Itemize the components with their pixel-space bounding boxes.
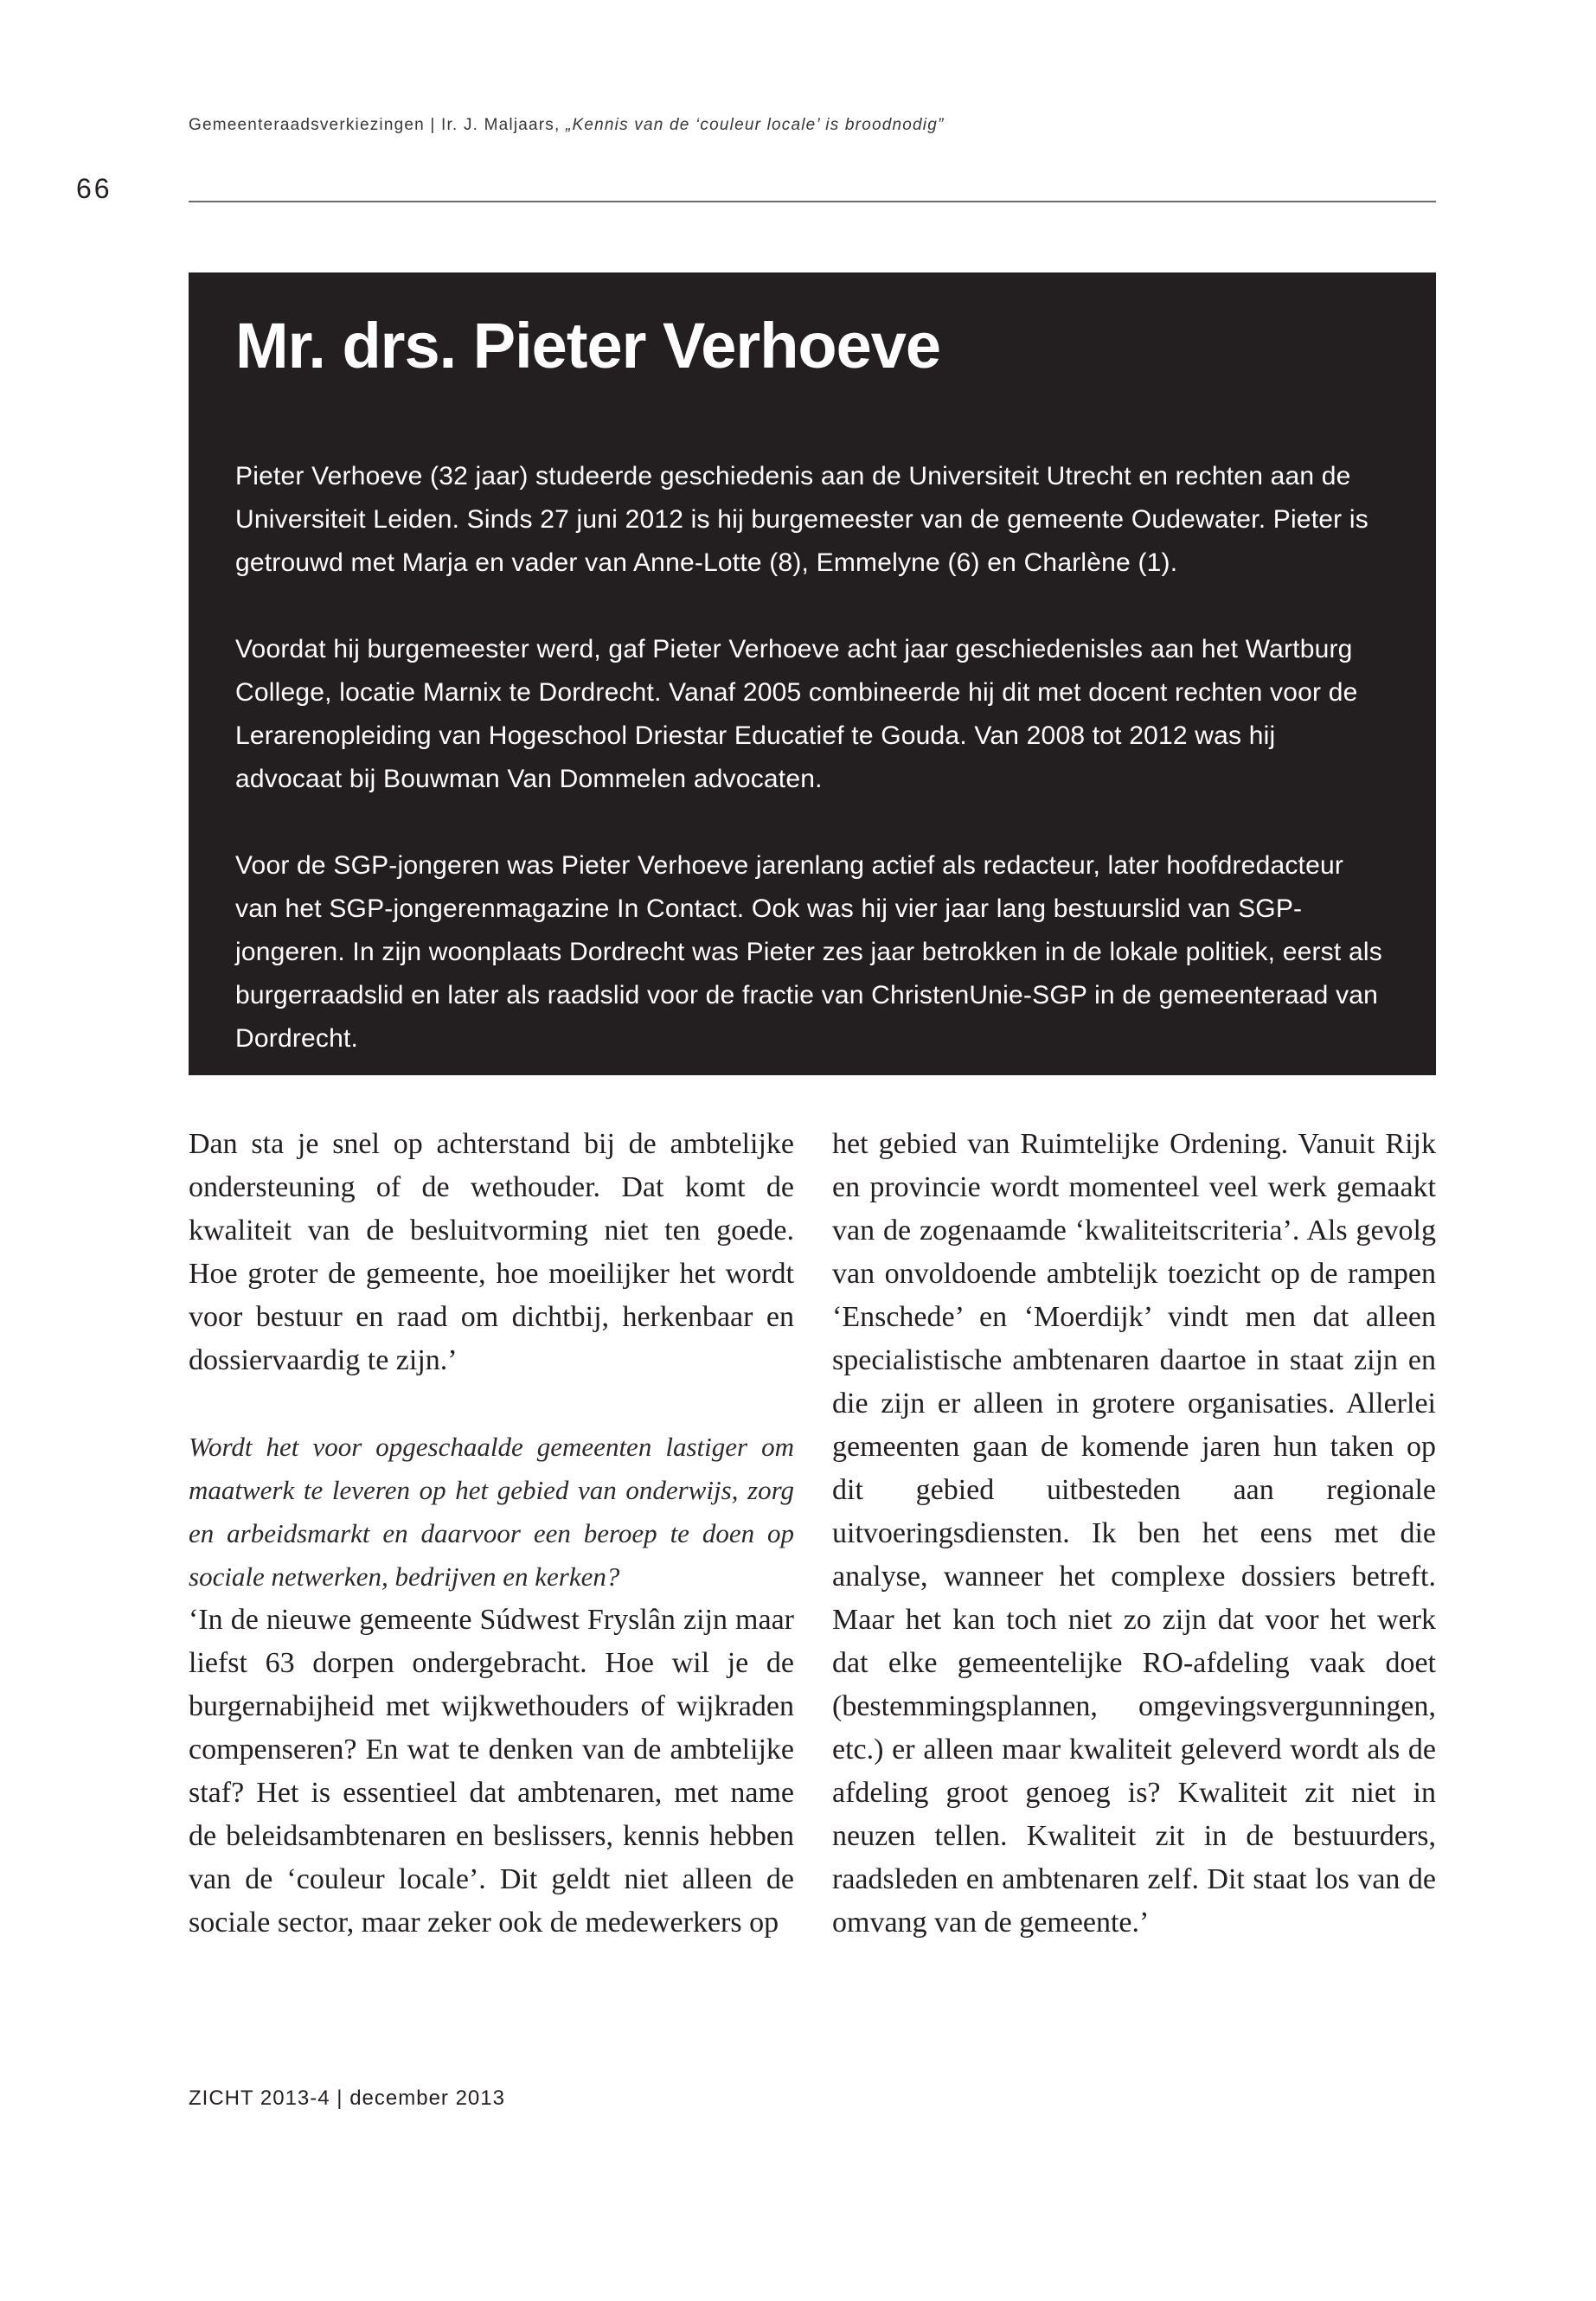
header-article-title: „Kennis van de ‘couleur locale’ is broodnodig” — [565, 116, 945, 134]
bio-paragraph: Voor de SGP-jongeren was Pieter Verhoeve jarenlang actief als redacteur, later hoofdredacteur van het SGP-jongerenmagazine In Contact. Ook was hij vier jaar lang bestuurslid van SGP-jongeren. In zijn woonplaats Dordrecht was Pieter zes jaar betrokken in de lokale politiek, eerst als burgerraadslid en later als raadslid voor de fractie van ChristenUnie-SGP in de gemeenteraad van Dordrecht. — [235, 851, 1382, 1054]
running-header — [189, 116, 945, 135]
article-paragraph: ‘In de nieuwe gemeente Súdwest Fryslân zijn maar liefst 63 dorpen ondergebracht. Hoe wil je de burgernabijheid met wijkwethouders of wijkraden compenseren? En wat te denken van de ambtelijke staf? Het is essentieel dat ambtenaren, met name de beleidsambtenaren en beslissers, kennis hebben van de ‘couleur locale’. Dit geldt niet alleen de sociale sector, maar zeker ook de medewerkers op — [189, 1604, 794, 1939]
article-column-left — [189, 1123, 794, 1945]
article-column-right — [832, 1123, 1436, 1945]
page-number: 66 — [76, 173, 112, 204]
bio-paragraph: Voordat hij burgemeester werd, gaf Pieter Verhoeve acht jaar geschiedenisles aan het Wartburg College, locatie Marnix te Dordrecht. Vanaf 2005 combineerde hij dit met docent rechten voor de Lerarenopleiding van Hogeschool Driestar Educatief te Gouda. Van 2008 tot 2012 was hij advocaat bij Bouwman Van Dommelen advocaten. — [235, 635, 1358, 794]
interview-question: Wordt het voor opgeschaalde gemeenten lastiger om maatwerk te leveren op het gebied van onderwijs, zorg en arbeidsmarkt en daarvoor een beroep te doen op sociale netwerken, bedrijven en kerken? — [189, 1432, 794, 1592]
bio-title: Mr. drs. Pieter Verhoeve — [235, 310, 941, 381]
header-author: Ir. J. Maljaars, — [441, 116, 561, 134]
article-paragraph: Dan sta je snel op achterstand bij de ambtelijke ondersteuning of de wethouder. Dat komt de kwaliteit van de besluitvorming niet ten goede. Hoe groter de gemeente, hoe moeilijker het wordt voor bestuur en raad om dichtbij, herkenbaar en dossiervaardig te zijn.’ — [189, 1128, 794, 1376]
header-rule — [189, 201, 1436, 202]
header-separator: | — [430, 116, 436, 134]
article-paragraph: het gebied van Ruimtelijke Ordening. Vanuit Rijk en provincie wordt momenteel veel werk gemaakt van de zogenaamde ‘kwaliteitscriteria’. Als gevolg van onvoldoende ambtelijk toezicht op de rampen ‘Enschede’ en ‘Moerdijk’ vindt men dat alleen specialistische ambtenaren daartoe in staat zijn en die zijn er alleen in grotere organisaties. Allerlei gemeenten gaan de komende jaren hun taken op dit gebied uitbesteden aan regionale uitvoeringsdiensten. Ik ben het eens met die analyse, wanneer het complexe dossiers betreft. Maar het kan toch niet zo zijn dat voor het werk dat elke gemeentelijke RO-afdeling vaak doet (bestemmingsplannen, omgevingsvergunningen, etc.) er alleen maar kwaliteit geleverd wordt als de afdeling groot genoeg is? Kwaliteit zit niet in neuzen tellen. Kwaliteit zit in de bestuurders, raadsleden en ambtenaren zelf. Dit staat los van de omvang van de gemeente.’ — [832, 1128, 1436, 1939]
bio-box — [189, 272, 1436, 1075]
page-footer: ZICHT 2013-4 | december 2013 — [189, 2086, 505, 2110]
bio-paragraph: Pieter Verhoeve (32 jaar) studeerde geschiedenis aan de Universiteit Utrecht en rechten aan de Universiteit Leiden. Sinds 27 juni 2012 is hij burgemeester van de gemeente Oudewater. Pieter is getrouwd met Marja en vader van Anne-Lotte (8), Emmelyne (6) en Charlène (1). — [235, 462, 1368, 578]
header-section: Gemeenteraadsverkiezingen — [189, 116, 425, 134]
